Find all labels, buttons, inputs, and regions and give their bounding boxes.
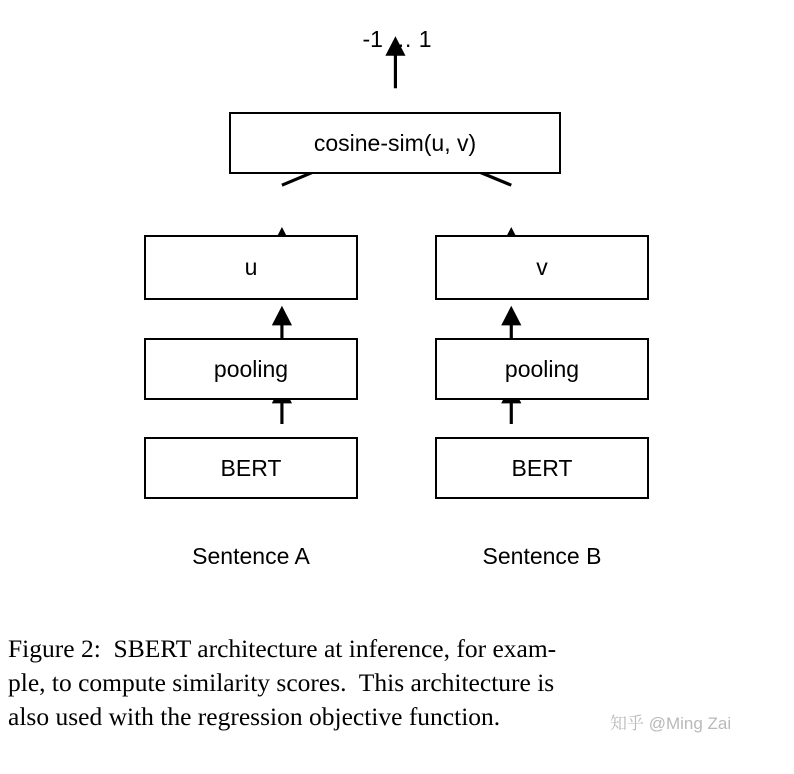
sentence-b-input-label: Sentence B	[482, 543, 602, 569]
output-range-label: -1 … 1	[362, 26, 432, 52]
bert-left-label: BERT	[220, 454, 282, 481]
pooling-left-label: pooling	[213, 355, 289, 382]
pooling-left-node	[144, 338, 358, 400]
vector-u-label: u	[244, 254, 258, 280]
vector-u-node	[144, 235, 358, 300]
vector-v-node	[435, 235, 649, 300]
caption-line-2: ple, to compute similarity scores. This architecture is	[8, 667, 555, 697]
bert-right-label: BERT	[511, 454, 573, 481]
cosine-sim-node	[229, 112, 561, 174]
vector-v-label: v	[536, 254, 548, 280]
caption-line-3: also used with the regression objective function.	[8, 701, 501, 731]
caption-line-1: Figure 2: SBERT architecture at inference, for exam-	[8, 634, 557, 663]
watermark-label: 知乎 @Ming Zai	[610, 714, 732, 733]
cosine-sim-label: cosine-sim(u, v)	[313, 129, 477, 156]
pooling-right-node	[435, 338, 649, 400]
bert-right-node	[435, 437, 649, 499]
pooling-right-label: pooling	[504, 355, 580, 382]
sentence-a-input-label: Sentence A	[192, 543, 310, 569]
bert-left-node	[144, 437, 358, 499]
